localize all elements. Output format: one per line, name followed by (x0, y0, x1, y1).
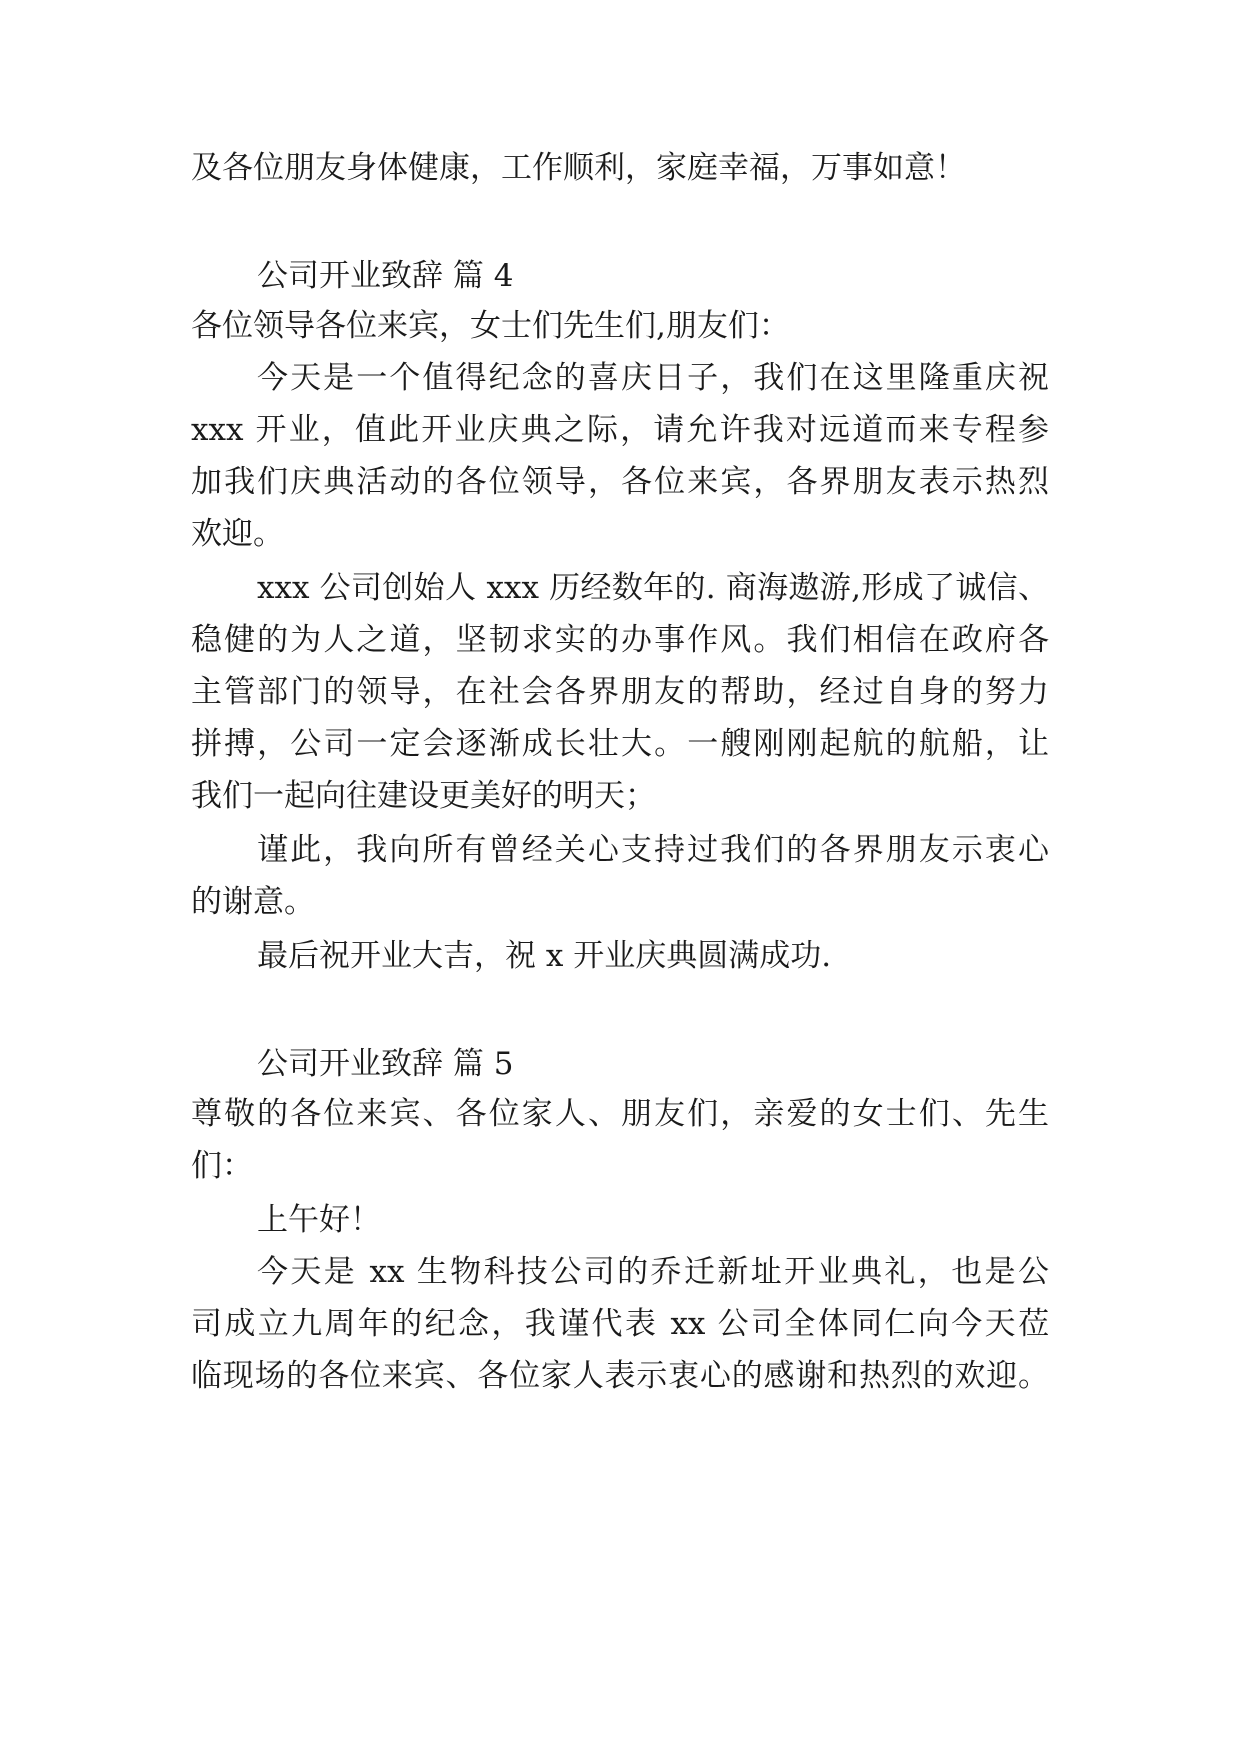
paragraph-line: 的谢意。 (191, 884, 315, 920)
paragraph-line: 今天是 xx 生物科技公司的乔迁新址开业典礼，也是公 (257, 1254, 1049, 1290)
greeting: 上午好！ (257, 1202, 381, 1238)
paragraph-line: 主管部门的领导，在社会各界朋友的帮助，经过自身的努力 (191, 674, 1049, 710)
paragraph-line: xxx 公司创始人 xxx 历经数年的. 商海遨游,形成了诚信、 (257, 570, 1049, 606)
section-heading-4: 公司开业致辞 篇 4 (257, 258, 514, 294)
paragraph-line: xxx 开业，值此开业庆典之际，请允许我对远道而来专程参 (191, 412, 1049, 448)
paragraph-line: 谨此，我向所有曾经关心支持过我们的各界朋友示衷心 (257, 832, 1049, 868)
salutation: 尊敬的各位来宾、各位家人、朋友们，亲爱的女士们、先生 (191, 1096, 1049, 1132)
paragraph-line: 司成立九周年的纪念，我谨代表 xx 公司全体同仁向今天莅 (191, 1306, 1049, 1342)
salutation: 们： (191, 1148, 253, 1184)
paragraph-line: 今天是一个值得纪念的喜庆日子，我们在这里隆重庆祝 (257, 360, 1049, 396)
salutation: 各位领导各位来宾，女士们先生们,朋友们： (191, 308, 790, 344)
closing-line: 及各位朋友身体健康，工作顺利，家庭幸福，万事如意！ (191, 150, 966, 186)
paragraph-line: 稳健的为人之道，坚韧求实的办事作风。我们相信在政府各 (191, 622, 1049, 658)
paragraph-line: 我们一起向往建设更美好的明天； (191, 778, 656, 814)
paragraph-line: 临现场的各位来宾、各位家人表示衷心的感谢和热烈的欢迎。 (191, 1358, 1049, 1394)
section-heading-5: 公司开业致辞 篇 5 (257, 1046, 514, 1082)
paragraph-line: 拼搏，公司一定会逐渐成长壮大。一艘刚刚起航的航船，让 (191, 726, 1049, 762)
paragraph-line: 欢迎。 (191, 516, 284, 552)
paragraph-line: 加我们庆典活动的各位领导，各位来宾，各界朋友表示热烈 (191, 464, 1049, 500)
paragraph-line: 最后祝开业大吉，祝 x 开业庆典圆满成功. (257, 938, 832, 974)
